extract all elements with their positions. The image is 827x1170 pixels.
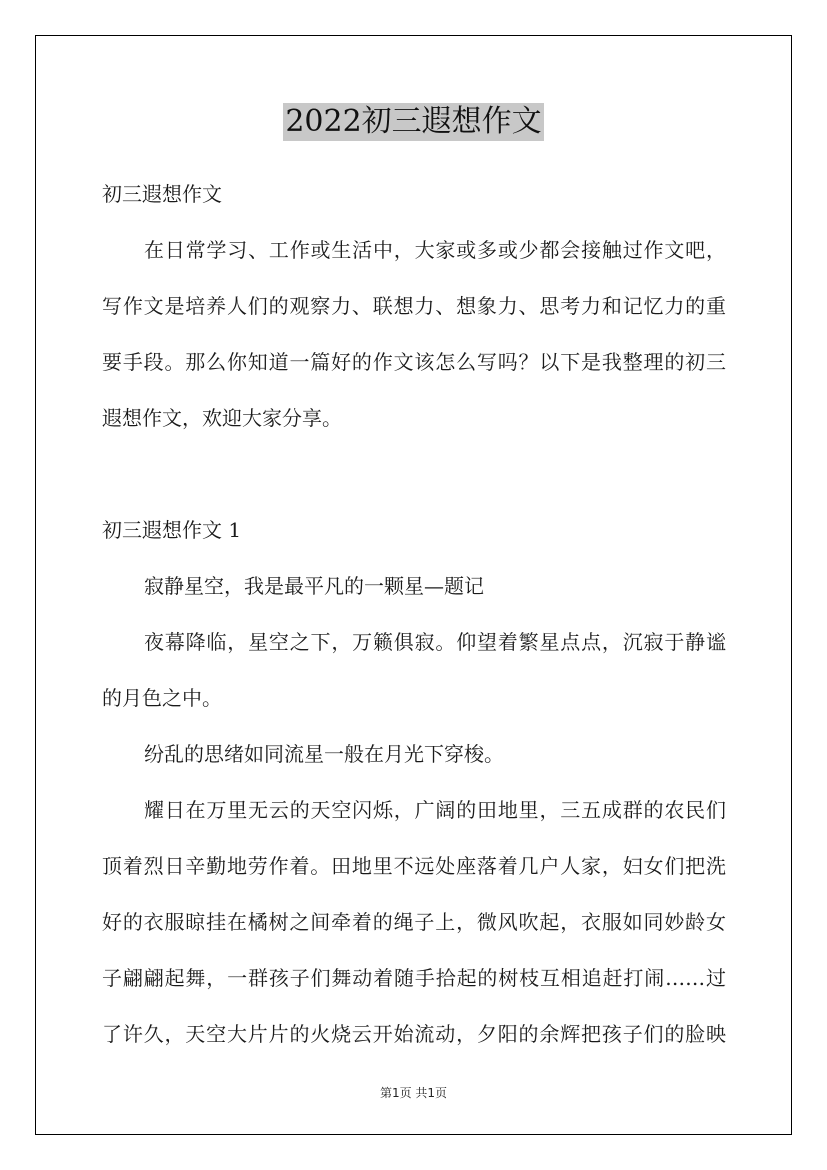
- para3-line-4: 子翩翩起舞，一群孩子们舞动着随手拾起的树枝互相追赶打闹……过: [102, 966, 726, 990]
- intro-line-4: 遐想作文，欢迎大家分享。: [102, 406, 342, 430]
- para3-line-5: 了许久，天空大片片的火烧云开始流动，夕阳的余辉把孩子们的脸映: [102, 1022, 726, 1046]
- para1-line-2: 的月色之中。: [102, 686, 222, 710]
- section-gap: [102, 452, 726, 508]
- intro-line-2: 写作文是培养人们的观察力、联想力、想象力、思考力和记忆力的重: [102, 294, 726, 318]
- section-heading: 初三遐想作文 1: [102, 518, 242, 542]
- para3-line-3: 好的衣服晾挂在橘树之间牵着的绳子上，微风吹起，衣服如同妙龄女: [102, 910, 726, 934]
- document-body: [102, 172, 726, 1068]
- document-title: [0, 103, 827, 141]
- para3-line-2: 顶着烈日辛勤地劳作着。田地里不远处座落着几户人家，妇女们把洗: [102, 854, 726, 878]
- epigraph: 寂静星空，我是最平凡的一颗星—题记: [144, 574, 484, 598]
- intro-line-3: 要手段。那么你知道一篇好的作文该怎么写吗？以下是我整理的初三: [102, 350, 726, 374]
- intro-line-1: 在日常学习、工作或生活中，大家或多或少都会接触过作文吧，: [144, 238, 726, 262]
- para2-line: 纷乱的思绪如同流星一般在月光下穿梭。: [144, 742, 504, 766]
- para1-line-1: 夜幕降临，星空之下，万籁俱寂。仰望着繁星点点，沉寂于静谧: [144, 630, 726, 654]
- para3-line-1: 耀日在万里无云的天空闪烁，广阔的田地里，三五成群的农民们: [144, 798, 726, 822]
- page-footer: 第1页 共1页: [379, 1086, 448, 1100]
- document-title-text: 2022初三遐想作文: [285, 104, 542, 139]
- document-heading: 初三遐想作文: [102, 182, 222, 206]
